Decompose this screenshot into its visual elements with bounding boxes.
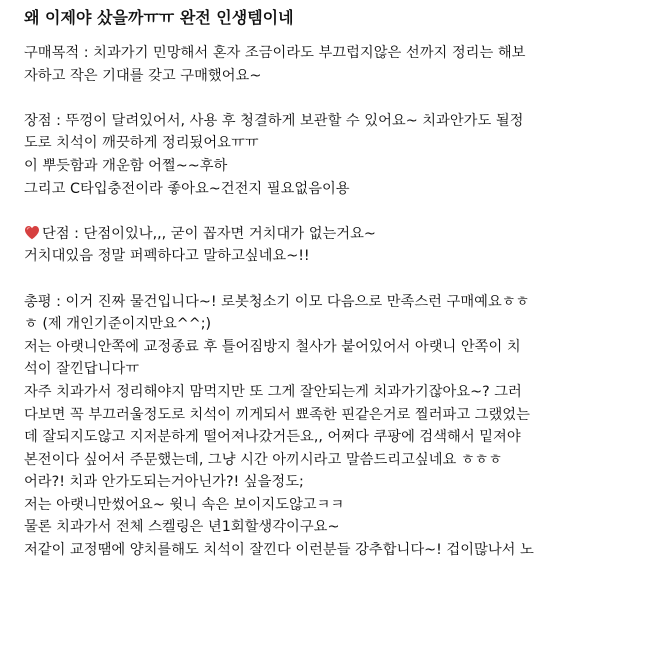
review-title: 왜 이제야 샀을까ㅠㅠ 완전 인생템이네 xyxy=(24,8,294,27)
overall-line: 석이 잘낀답니다ㅠ xyxy=(24,361,140,378)
overall-line: 저는 아랫니만썼어요~ 윗니 속은 보이지도않고ㅋㅋ xyxy=(24,496,345,513)
heart-icon xyxy=(24,225,40,240)
paragraph-spacer xyxy=(24,87,649,110)
overall-line: 저는 아랫니안쪽에 교정종료 후 틀어짐방지 철사가 붙어있어서 아랫니 안쪽이 치 xyxy=(24,338,521,355)
overall-line: 총평 : 이거 진짜 물건입니다~! 로봇청소기 이모 다음으로 만족스런 구매예요ㅎㅎ xyxy=(24,293,530,310)
overall-line: 어라?! 치과 안가도되는거아닌가?! 싶을정도; xyxy=(24,474,304,491)
overall-line: 다보면 꼭 부끄러울정도로 치석이 끼게되서 뾰족한 핀같은거로 찔러파고 그랬었는 xyxy=(24,406,530,423)
pros-line: 도로 치석이 깨끗하게 정리됬어요ㅠㅠ xyxy=(24,135,259,152)
overall-line: 본전이다 싶어서 주문했는데, 그냥 시간 아끼시라고 말씀드리고싶네요 ㅎㅎㅎ xyxy=(24,451,503,468)
cons-first-line: 단점 : 단점이있나,,, 굳이 꼽자면 거치대가 없는거요~ xyxy=(42,225,376,242)
pros-line: 이 뿌듯함과 개운함 어쩔~~후하 xyxy=(24,157,228,174)
paragraph-spacer xyxy=(24,268,649,291)
overall-line: 물론 치과가서 전체 스켈링은 년1회할생각이구요~ xyxy=(24,519,340,536)
pros-line: 장점 : 뚜껑이 달려있어서, 사용 후 청결하게 보관할 수 있어요~ 치과안가도 될정 xyxy=(24,112,524,129)
overall-line: 자주 치과가서 정리해야지 맘먹지만 또 그게 잘안되는게 치과가기잖아요~? 그러 xyxy=(24,383,522,400)
cons-line: 거치대있음 정말 퍼펙하다고 말하고싶네요~!! xyxy=(24,248,310,265)
paragraph-spacer xyxy=(24,200,649,223)
overall-line: 저같이 교정땜에 양치를해도 치석이 잘낀다 이런분들 강추합니다~! 겁이많나서 노 xyxy=(24,542,534,559)
pros-line: 그리고 C타입충전이라 좋아요~건전지 필요없음이용 xyxy=(24,180,350,197)
overall-line: 데 잘되지도않고 지저분하게 떨어져나갔거든요,, 어쩌다 쿠팡에 검색해서 밑져야 xyxy=(24,429,521,446)
purpose-line: 구매목적 : 치과가기 민망해서 혼자 조금이라도 부끄럽지않은 선까지 정리는 해보 xyxy=(24,45,526,61)
cons-line xyxy=(24,223,649,246)
purpose-line: 자하고 작은 기대를 갖고 구매했어요~ xyxy=(24,67,262,84)
overall-line: ㅎ (제 개인기준이지만요^^;) xyxy=(24,316,212,333)
review-body xyxy=(24,42,649,562)
